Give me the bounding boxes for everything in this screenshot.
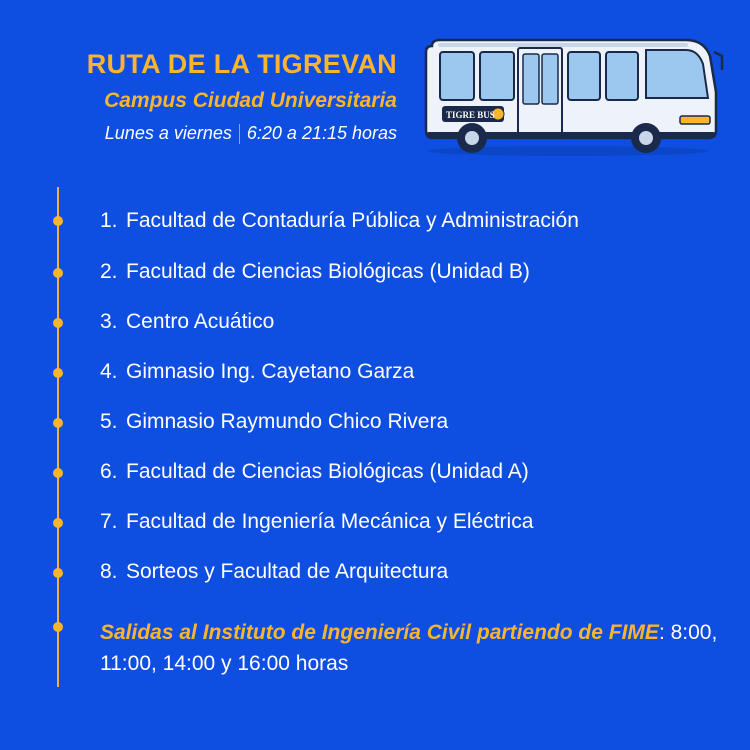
stop-name: Sorteos y Facultad de Arquitectura: [126, 560, 449, 583]
stop-number: 1.: [100, 209, 118, 232]
route-stop: [100, 360, 414, 384]
bus-sign-label: TIGRE BUS: [446, 110, 495, 120]
departures-note-times: : 8:00, 11:00, 14:00 y 16:00 horas: [100, 621, 718, 675]
route-stop: [100, 510, 533, 534]
stop-number: 7.: [100, 510, 118, 533]
timeline-dot: [53, 518, 63, 528]
stop-number: 4.: [100, 360, 118, 383]
timeline-dot: [53, 318, 63, 328]
departures-note: [100, 617, 720, 679]
timeline-line: [57, 187, 59, 687]
stop-number: 5.: [100, 410, 118, 433]
timeline-dot: [53, 368, 63, 378]
route-stop: [100, 209, 579, 233]
campus-subtitle: Campus Ciudad Universitaria: [104, 89, 397, 112]
stop-number: 2.: [100, 260, 118, 283]
stop-number: 6.: [100, 460, 118, 483]
departures-note-highlight: Salidas al Instituto de Ingeniería Civil partiendo de FIME: [100, 621, 659, 644]
schedule-days: Lunes a viernes: [104, 123, 232, 143]
stop-name: Gimnasio Ing. Cayetano Garza: [126, 360, 415, 383]
timeline-dot: [53, 268, 63, 278]
stop-name: Facultad de Ingeniería Mecánica y Eléctrica: [126, 510, 534, 533]
stop-name: Gimnasio Raymundo Chico Rivera: [126, 410, 449, 433]
schedule-hours: 6:20 a 21:15 horas: [246, 123, 397, 143]
route-stop: [100, 260, 530, 284]
stop-name: Facultad de Ciencias Biológicas (Unidad B): [126, 260, 530, 283]
stop-number: 3.: [100, 310, 118, 333]
timeline-dot: [53, 622, 63, 632]
route-stop: [100, 560, 448, 584]
stop-name: Centro Acuático: [126, 310, 275, 333]
stop-name: Facultad de Ciencias Biológicas (Unidad A): [126, 460, 529, 483]
stop-number: 8.: [100, 560, 118, 583]
route-stop: [100, 460, 529, 484]
timeline-dot: [53, 468, 63, 478]
timeline-dot: [53, 418, 63, 428]
route-stop: [100, 310, 274, 334]
stop-name: Facultad de Contaduría Pública y Administración: [126, 209, 579, 232]
timeline-dot: [53, 216, 63, 226]
page-title: RUTA DE LA TIGREVAN: [86, 49, 397, 79]
timeline-dot: [53, 568, 63, 578]
route-stop: [100, 410, 448, 434]
